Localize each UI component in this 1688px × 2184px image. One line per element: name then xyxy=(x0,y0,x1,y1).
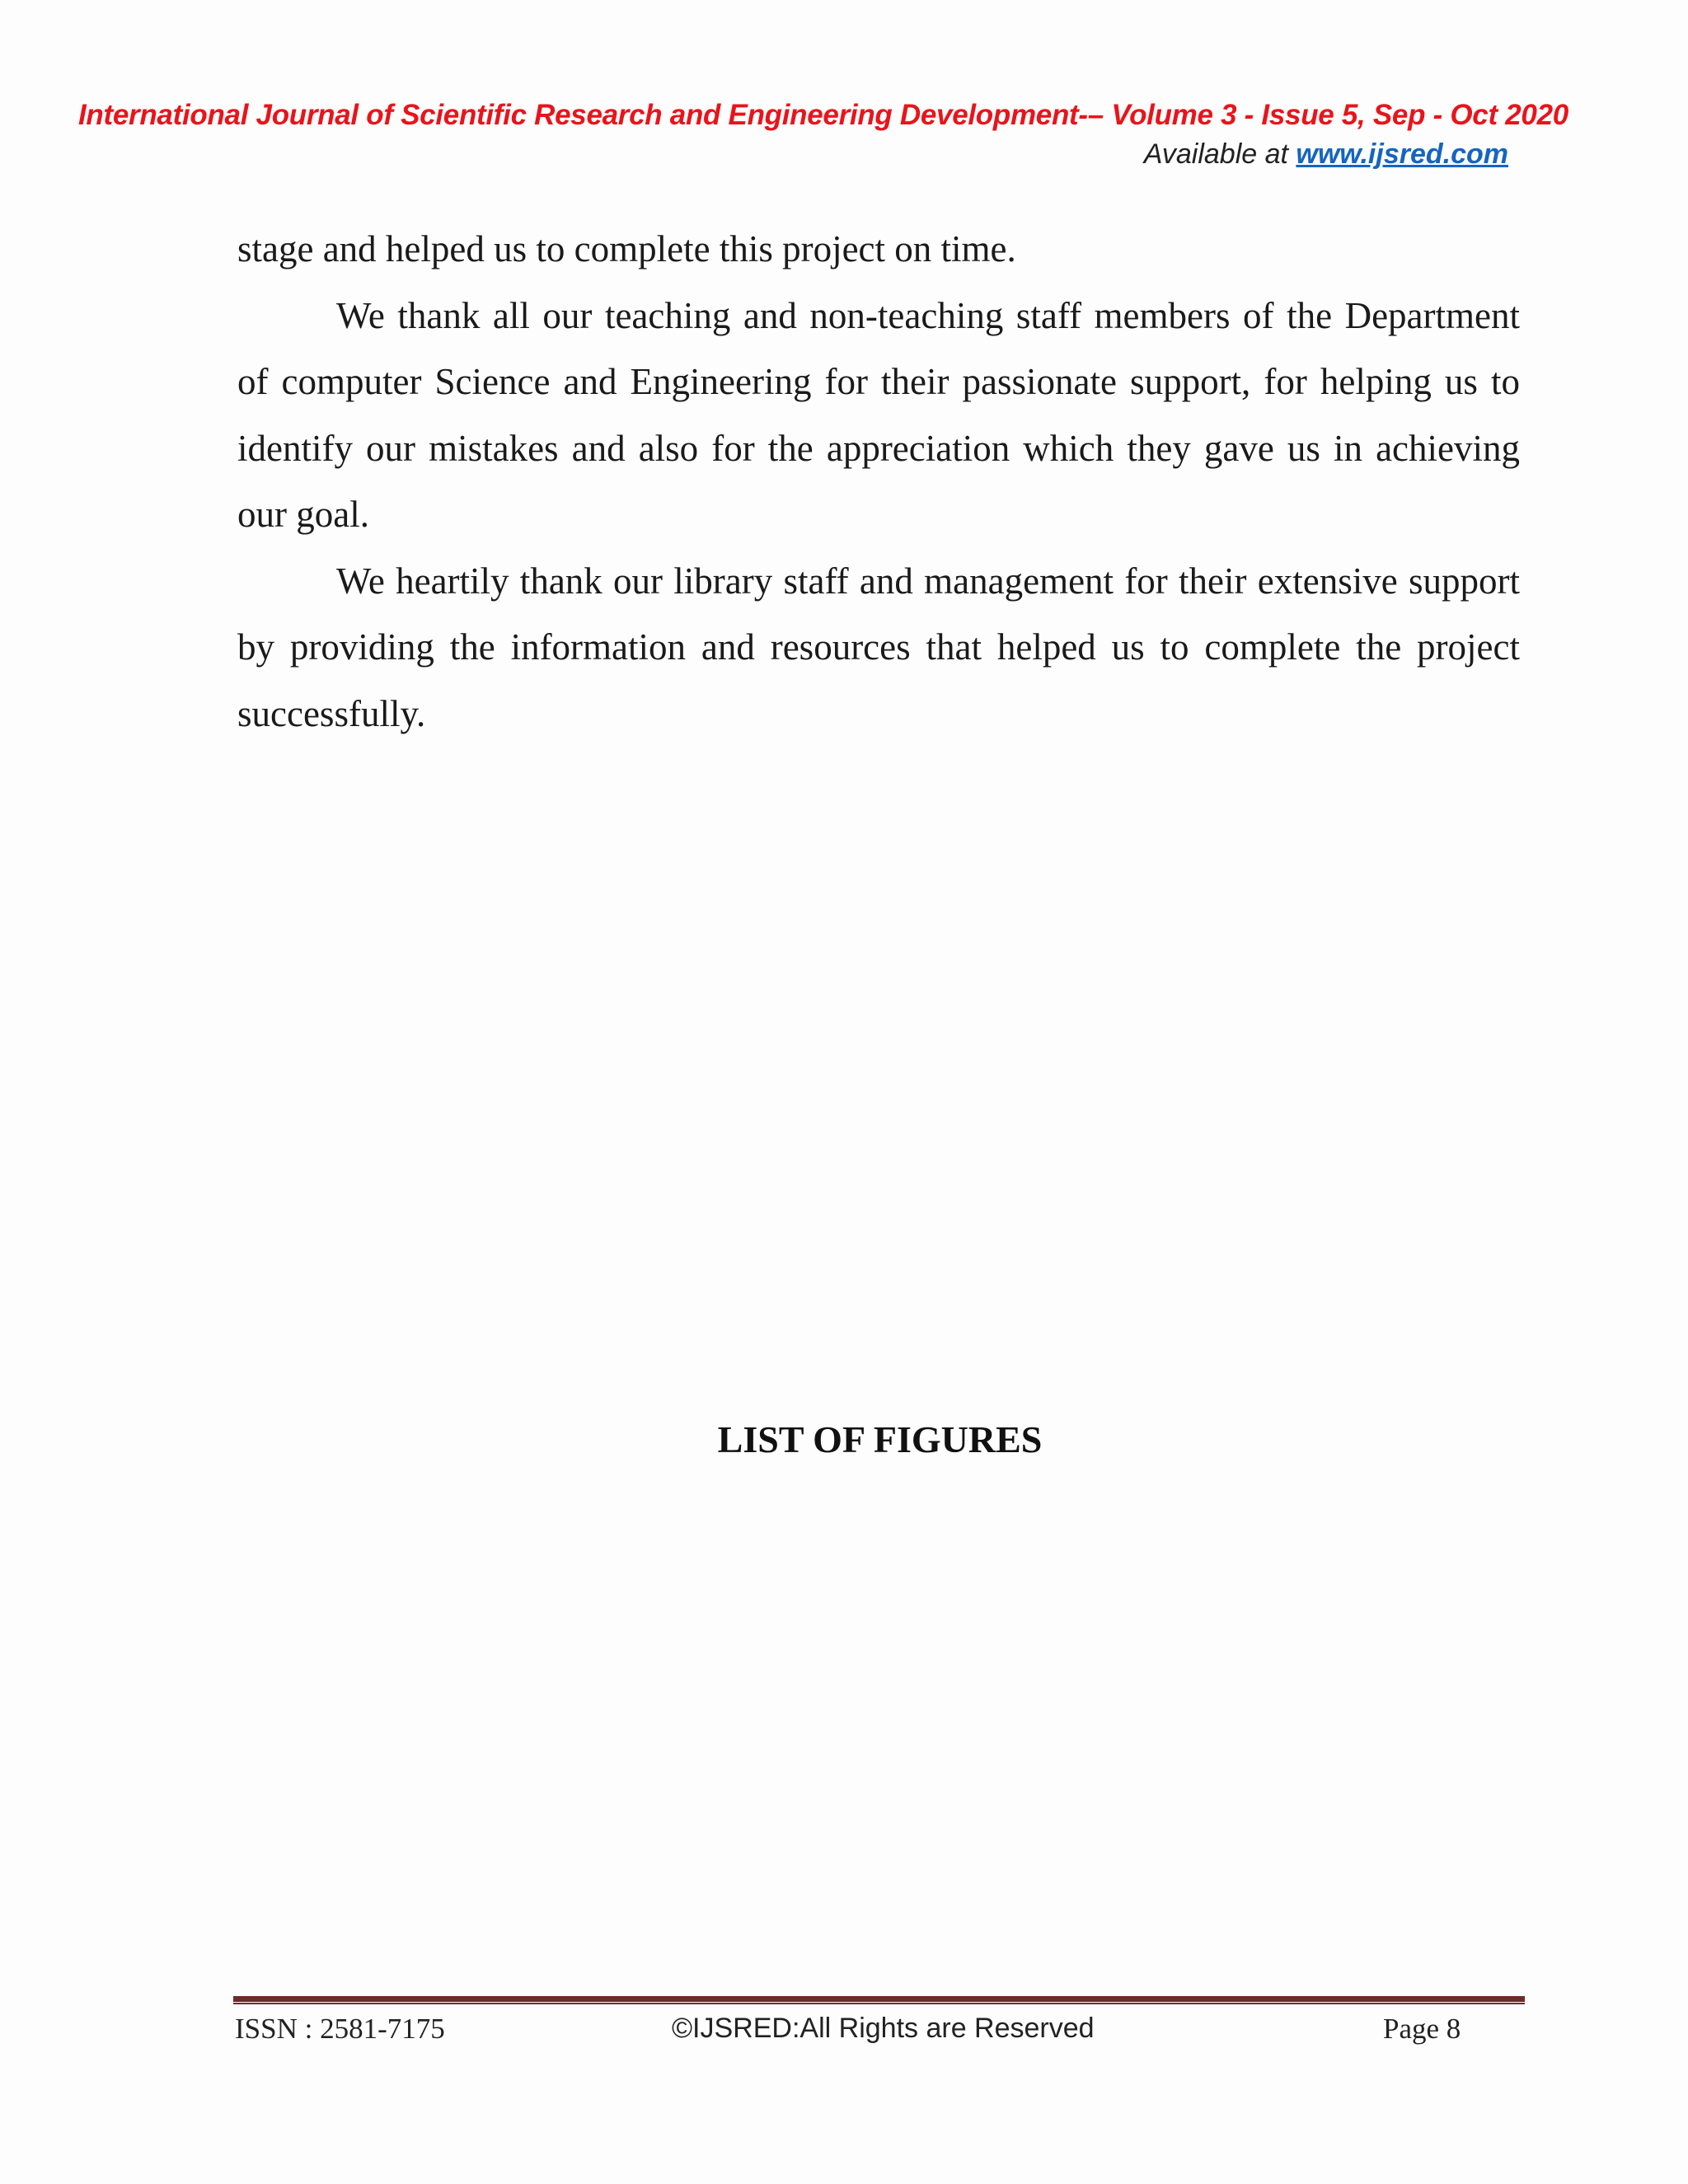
footer-issn: ISSN : 2581-7175 xyxy=(235,2013,445,2045)
journal-header: International Journal of Scientific Research and Engineering Development-– Volume 3 - Issue 5, Sep - Oct 2020 xyxy=(78,99,1568,131)
body-text xyxy=(237,216,1520,747)
paragraph-continuation: stage and helped us to complete this project on time. xyxy=(237,228,1016,269)
section-title: LIST OF FIGURES xyxy=(717,1418,1043,1460)
footer-copyright: ©IJSRED:All Rights are Reserved xyxy=(672,2013,1095,2044)
paragraph-library-thanks: We heartily thank our library staff and management for their extensive support by providing the information and resources that helped us to complete the project successfully. xyxy=(237,560,1520,734)
footer-divider xyxy=(233,1996,1525,2004)
available-prefix: Available at xyxy=(1143,138,1296,170)
footer-page-number: Page 8 xyxy=(1383,2013,1461,2045)
availability-line xyxy=(1144,138,1508,171)
journal-website-link[interactable]: www.ijsred.com xyxy=(1296,138,1508,170)
paragraph-staff-thanks: We thank all our teaching and non-teaching staff members of the Department of computer Science and Engineering for their passionate support, for helping us to identify our mistakes and also for the appreciation which they gave us in achieving our goal. xyxy=(237,294,1520,535)
